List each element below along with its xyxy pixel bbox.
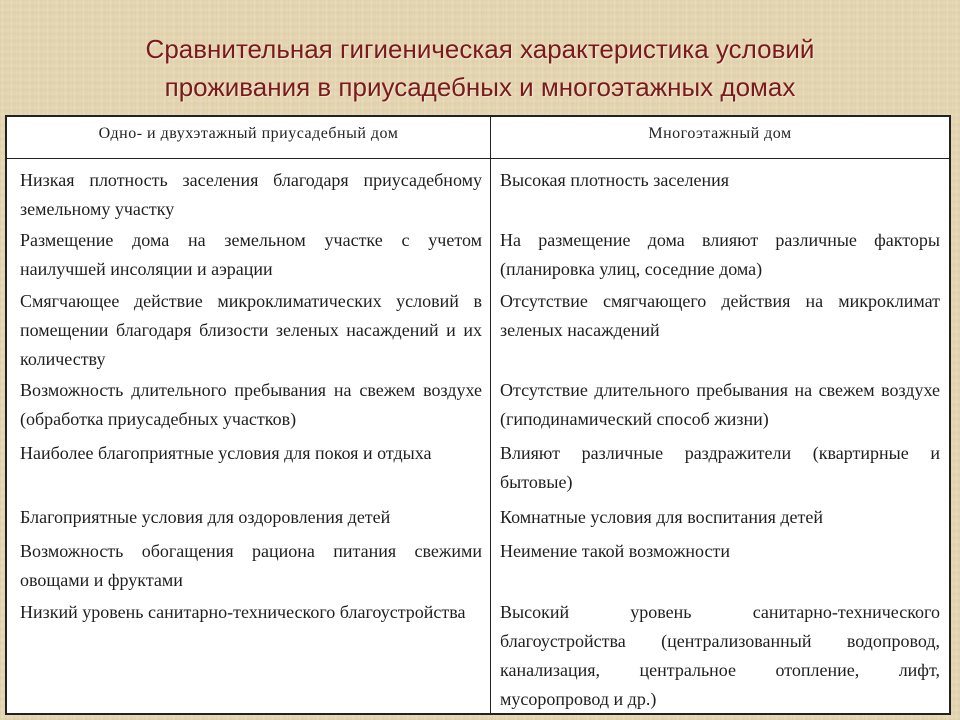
comparison-table [5, 115, 951, 715]
row-4-private-house: Возможность длительного пребывания на свежем воздухе (обработка приусадебных участков) [20, 380, 482, 429]
header-private-house: Одно- и двухэтажный приусадебный дом [98, 125, 399, 142]
row-7-private-house: Возможность обогащения рациона питания свежими овощами и фруктами [20, 541, 482, 590]
row-6-multistorey-house: Комнатные условия для воспитания детей [500, 507, 824, 527]
row-2-private-house: Размещение дома на земельном участке с учетом наилучшей инсоляции и аэрации [20, 230, 482, 279]
header-multistorey-house: Многоэтажный дом [648, 125, 792, 142]
row-2-multistorey-house: На размещение дома влияют различные факторы (планировка улиц, соседние дома) [500, 230, 940, 279]
row-7-multistorey-house: Неимение такой возможности [500, 541, 730, 561]
slide-title-line-2: проживания в приусадебных и многоэтажных домах [164, 72, 796, 102]
slide-title-line-1: Сравнительная гигиеническая характеристика условий [145, 34, 815, 64]
row-3-private-house: Смягчающее действие микроклиматических условий в помещении благодаря близости зеленых насаждений и их количеству [20, 291, 482, 369]
row-4-multistorey-house: Отсутствие длительного пребывания на свежем воздухе (гиподинамический способ жизни) [500, 380, 940, 429]
row-1-multistorey-house: Высокая плотность заселения [500, 170, 730, 190]
row-3-multistorey-house: Отсутствие смягчающего действия на микроклимат зеленых насаждений [500, 291, 940, 340]
row-6-private-house: Благоприятные условия для оздоровления детей [20, 507, 391, 527]
row-5-multistorey-house: Влияют различные раздражители (квартирные и бытовые) [500, 443, 940, 492]
row-8-private-house: Низкий уровень санитарно-технического благоустройства [20, 602, 466, 622]
header-divider [7, 158, 949, 159]
row-8-multistorey-house: Высокий уровень санитарно-технического благоустройства (централизованный водопровод, канализация, центральное отопление, лифт, мусоропровод и др.) [500, 602, 940, 709]
row-1-private-house: Низкая плотность заселения благодаря приусадебному земельному участку [20, 170, 482, 219]
column-divider [490, 117, 491, 713]
slide-title [0, 30, 960, 106]
row-5-private-house: Наиболее благоприятные условия для покоя и отдыха [20, 443, 432, 463]
